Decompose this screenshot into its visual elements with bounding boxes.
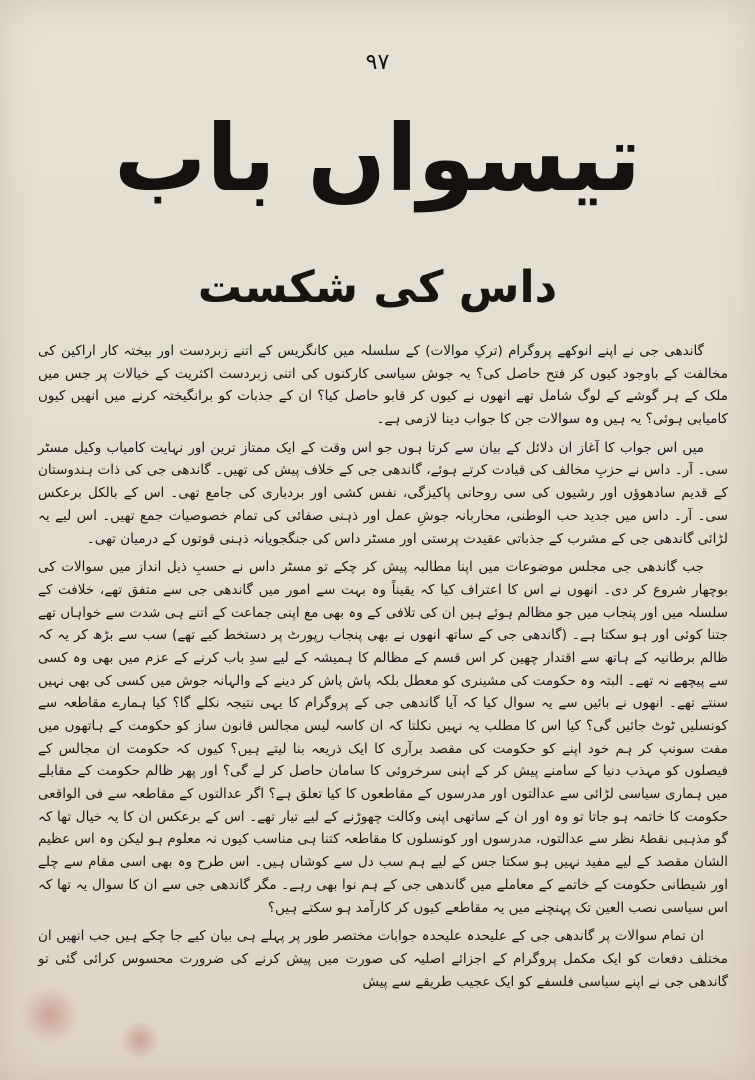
page-number: ۹۷ bbox=[365, 50, 390, 75]
paragraph: میں اس جواب کا آغاز ان دلائل کے بیان سے کرتا ہوں جو اس وقت کے ایک ممتاز ترین اور نہایت کامیاب وکیل مسٹر سی۔ آر۔ داس نے حزبِ مخالف کی قیادت کرتے ہوئے، گاندھی جی کے خلاف پیش کی تھیں۔ گاندھی جی کی ذات ہندوستان کے قدیم سادھوؤں اور رشیوں کی سی روحانی پاکیزگی، نفس کشی اور بردباری کی جامع تھی۔ اس کے بالکل برعکس سی۔ آر۔ داس میں جدید حب الوطنی، محاربانہ جوشِ عمل اور ذہنی صفائی کی تمام خصوصیات جمع تھیں۔ اس لیے یہ لڑائی گاندھی جی کے مشرب کے جذباتی عقیدت پرستی اور مسٹر داس کی جنگجویانہ ذہنی قوتوں کے درمیان تھی۔ bbox=[38, 439, 728, 547]
paragraph: جب گاندھی جی مجلس موضوعات میں اپنا مطالبہ پیش کر چکے تو مسٹر داس نے حسبِ ذیل انداز میں سوالات کی بوچھار شروع کر دی۔ انھوں نے اس کا اعتراف کیا کہ یقیناً وہ بہت سے امور میں گاندھی جی سے متفق تھے، خلافت کے سلسلہ میں اور پنجاب میں جو مظالم ہوئے ہیں ان کی تلافی کے وہ بھی مع اپنی جماعت کے اتنے ہی شدت سے خواہاں تھے جتنا کوئی اور ہو سکتا ہے۔ (گاندھی جی کے ساتھ انھوں نے بھی پنجاب رپورٹ پر دستخط کیے تھے) سب سے بڑھ کر یہ کہ ظالم برطانیہ کے ہاتھ سے اقتدار چھین کر اس قسم کے مظالم کا ہمیشہ کے لیے سدِ باب کرنے کے عزم میں بھی وہ کسی سے پیچھے نہ تھے۔ البتہ وہ حکومت کی مشینری کو معطل بلکہ پاش پاش کر دینے کے والہانہ جوش میں کسی کی بھی نہیں سنتے تھے۔ انھوں نے بائیں سے یہ سوال کیا کہ آیا گاندھی جی کے پروگرام کا یہی نتیجہ نکلے گا؟ کیا ہمارے مقاطعہ سے کونسلیں ٹوٹ جائیں گی؟ کیا اس کا مطلب یہ نہیں نکلتا کہ ان کاسہ لیس مجالس قانون ساز کو حکومت کے ہاتھوں میں مفت سونپ کر ہم خود اپنے کو حکومت کی مقصد برآری کا ایک ذریعہ بنا لیتے ہیں؟ کیوں کہ حکومت ان مجالس کے فیصلوں کو مہذب دنیا کے سامنے پیش کر کے اپنی سرخروئی کا سامان حاصل کر لے گی؟ اور پھر ظالم حکومت کے مقابلے میں ہماری سیاسی لڑائی سے عدالتوں اور مدرسوں کے مقاطعوں کا کیا تعلق ہے؟ اگر عدالتوں کے مقاطعہ سے فی الواقعی حکومت کا خاتمہ ہو جاتا تو وہ اور ان کے ساتھی اپنی وکالت چھوڑنے کے لیے تیار تھے۔ اس کے برعکس ان کا یہ خیال تھا کہ گو مذہبی نقطۂ نظر سے عدالتوں، مدرسوں اور کونسلوں کا مقاطعہ کتنا ہی مناسب کیوں نہ معلوم ہو لیکن وہ اس عظیم الشان مقصد کے لیے مفید نہیں ہو سکتا جس کے لیے ہم سب دل سے کوشاں ہیں۔ اس طرح وہ بھی اسی مقام سے چلے اور شیطانی حکومت کے خاتمے کے معاملے میں گاندھی جی کے ہم نوا بھی رہے۔ مگر گاندھی جی سے ان کا سوال یہ تھا کہ اس سیاسی نصب العین تک پہنچنے میں یہ مقاطعے کیوں کر کارآمد ہو سکتے ہیں؟ bbox=[38, 559, 728, 916]
chapter-subtitle: داس کی شکست bbox=[197, 262, 558, 313]
chapter-title: تیسواں باب bbox=[113, 105, 642, 212]
paragraph: ان تمام سوالات پر گاندھی جی کے علیحدہ علیحدہ جوابات مختصر طور پر پہلے ہی بیان کیے جا چکے ہیں جب انھیں ان مختلف دفعات کو ایک مکمل پروگرام کے اجزائے اصلیہ کی صورت میں پیش کرنے کی ضرورت محسوس کرائی گئی تو گاندھی جی نے اپنے سیاسی فلسفے کو ایک عجیب طریقے سے پیش bbox=[38, 928, 728, 990]
paper-stain bbox=[120, 1020, 160, 1060]
body-text bbox=[38, 340, 728, 999]
paragraph: گاندھی جی نے اپنے انوکھے پروگرام (ترکِ موالات) کے سلسلہ میں کانگریس کے اتنے زبردست اور بیختہ کار اراکین کی مخالفت کے باوجود کیوں کر فتح حاصل کی؟ یہ جوش سیاسی کارکنوں کی اتنی زبردست اکثریت کے خیالات پر جس میں ملک کے ہر گوشے کے لوگ شامل تھے انھوں نے کیوں کر قابو حاصل کیا؟ ان کے جذبات کو برانگیختہ کرنے میں انھیں کیوں کامیابی ہوئی؟ یہ ہیں وہ سوالات جن کا جواب دینا لازمی ہے۔ bbox=[38, 343, 728, 428]
